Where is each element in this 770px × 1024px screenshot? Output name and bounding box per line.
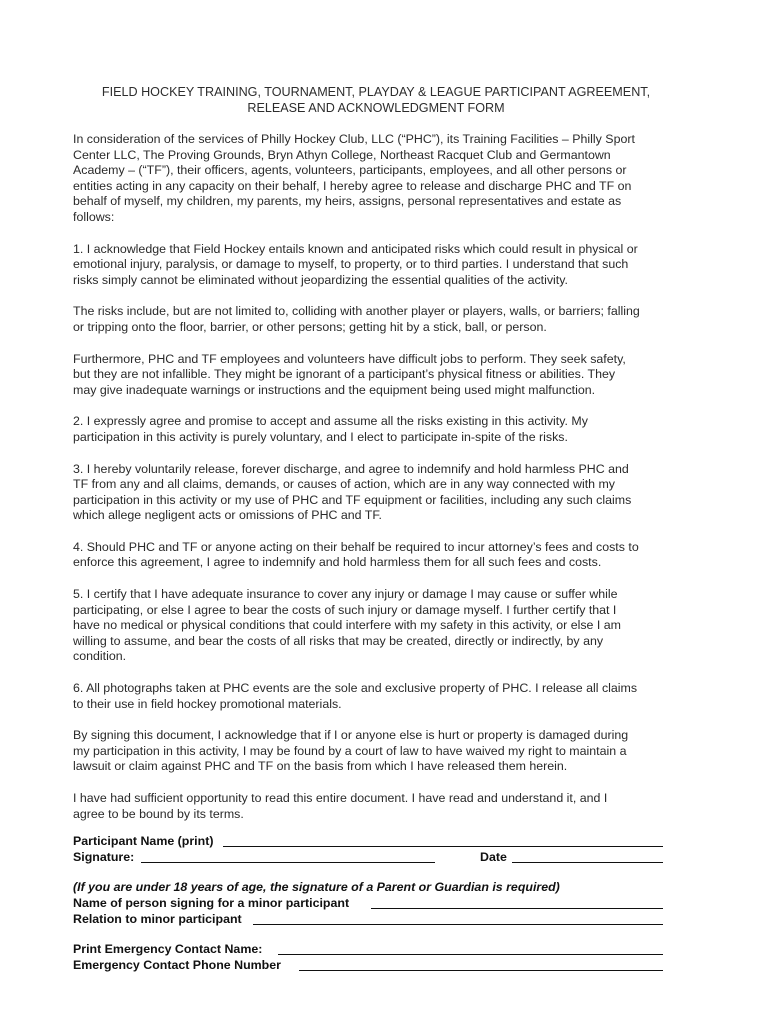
intro-paragraph: In consideration of the services of Philly Hockey Club, LLC (“PHC”), its Training Facilities – Philly Sport Center LLC, The Proving Grounds, Bryn Athyn College, Northeast Racquet Club and Germantown Academy – (“TF”), their officers, agents, volunteers, participants, employees, and all other persons or entities acting in any capacity on their behalf, I hereby agree to release and discharge PHC and TF on behalf of myself, my children, my parents, my heirs, assigns, personal representatives and estate as follows: xyxy=(73,132,635,224)
emergency-name-label: Print Emergency Contact Name: xyxy=(73,942,263,956)
emergency-phone-row xyxy=(73,957,663,973)
form-title xyxy=(60,84,692,116)
agreement-paragraph: I have had sufficient opportunity to read this entire document. I have read and understand it, and I agree to be bound by its terms. xyxy=(73,791,608,821)
minor-notice: (If you are under 18 years of age, the signature of a Parent or Guardian is required) xyxy=(73,880,560,894)
acknowledgment-paragraph: By signing this document, I acknowledge that if I or anyone else is hurt or property is damaged during my participation in this activity, I may be found by a court of law to have waived my right to maintain a lawsuit or claim against PHC and TF on the basis from which I have released them herein. xyxy=(73,728,629,774)
participant-signature-block xyxy=(73,833,663,865)
title-line-2: RELEASE AND ACKNOWLEDGMENT FORM xyxy=(247,101,505,115)
date-label: Date xyxy=(480,850,507,864)
signature-label: Signature: xyxy=(73,850,135,864)
signature-row xyxy=(73,849,663,865)
relation-row xyxy=(73,911,663,927)
participant-name-field[interactable] xyxy=(223,846,663,847)
relation-field[interactable] xyxy=(253,924,663,925)
emergency-name-field[interactable] xyxy=(278,954,663,955)
emergency-phone-label: Emergency Contact Phone Number xyxy=(73,958,281,972)
participant-name-row xyxy=(73,833,663,849)
emergency-contact-block xyxy=(73,941,663,973)
minor-signer-row xyxy=(73,895,663,911)
emergency-name-row xyxy=(73,941,663,957)
participant-name-label: Participant Name (print) xyxy=(73,834,214,848)
title-line-1: FIELD HOCKEY TRAINING, TOURNAMENT, PLAYDAY & LEAGUE PARTICIPANT AGREEMENT, xyxy=(101,85,651,99)
clause-4-paragraph: 4. Should PHC and TF or anyone acting on their behalf be required to incur attorney’s fees and costs to enforce this agreement, I agree to indemnify and hold harmless them for all such fees and costs. xyxy=(73,539,639,570)
minor-signature-block xyxy=(73,879,663,927)
staff-paragraph: Furthermore, PHC and TF employees and volunteers have difficult jobs to perform. They seek safety, but they are not infallible. They might be ignorant of a participant’s physical fitness or abilities. They may give inadequate warnings or instructions and the equipment being used might malfunction. xyxy=(73,351,626,397)
clause-1-paragraph: 1. I acknowledge that Field Hockey entails known and anticipated risks which could result in physical or emotional injury, paralysis, or damage to myself, to property, or to third parties. I understand that such risks simply cannot be eliminated without jeopardizing the essential qualities of the activity. xyxy=(73,241,638,287)
clause-5-paragraph: 5. I certify that I have adequate insurance to cover any injury or damage I may cause or suffer while participating, or else I agree to bear the costs of such injury or damage myself. I further certify that I have no medical or physical conditions that could interfere with my safety in this activity, or else I am willing to assume, and bear the costs of all risks that may be created, directly or indirectly, by any condition. xyxy=(73,587,621,664)
relation-label: Relation to minor participant xyxy=(73,912,242,926)
minor-signer-label: Name of person signing for a minor participant xyxy=(73,896,350,910)
risks-paragraph: The risks include, but are not limited to, colliding with another player or players, walls, or barriers; falling or tripping onto the floor, barrier, or other persons; getting hit by a stick, ball, or person. xyxy=(73,304,640,334)
minor-signer-field[interactable] xyxy=(371,908,663,909)
clause-6-paragraph: 6. All photographs taken at PHC events are the sole and exclusive property of PHC. I release all claims to their use in field hockey promotional materials. xyxy=(73,681,638,711)
signature-field[interactable] xyxy=(141,862,435,863)
agreement-body xyxy=(73,132,693,838)
date-field[interactable] xyxy=(512,862,663,863)
emergency-phone-field[interactable] xyxy=(299,970,663,971)
clause-2-paragraph: 2. I expressly agree and promise to accept and assume all the risks existing in this activity. My participation in this activity is purely voluntary, and I elect to participate in-spite of the risks. xyxy=(73,414,588,444)
clause-3-paragraph: 3. I hereby voluntarily release, forever discharge, and agree to indemnify and hold harmless PHC and TF from any and all claims, demands, or causes of action, which are in any way connected with my participation in this activity or my use of PHC and TF equipment or facilities, including any such claims which allege negligent acts or omissions of PHC and TF. xyxy=(73,461,632,523)
